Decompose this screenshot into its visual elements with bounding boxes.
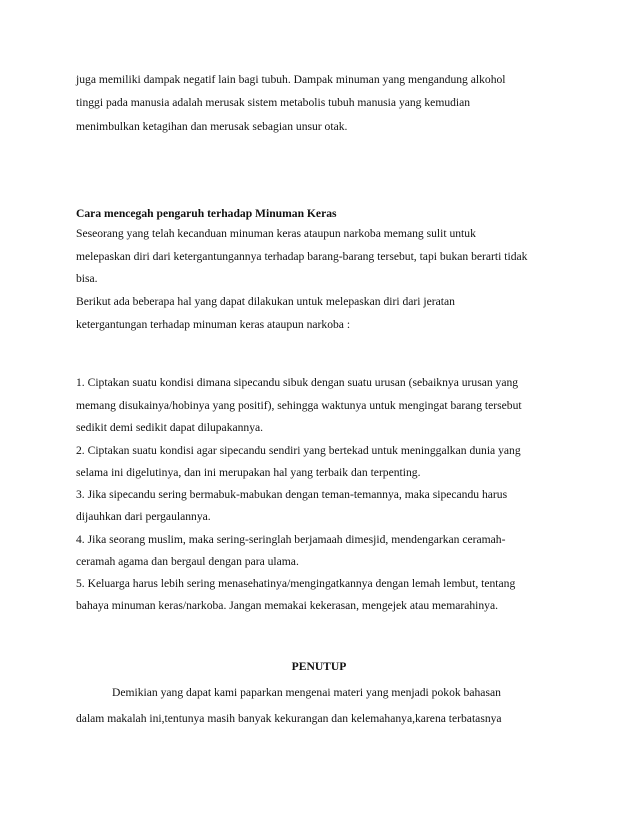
- list-item-line: memang disukainya/hobinya yang positif), sehingga waktunya untuk mengingat barang tersebut: [76, 399, 522, 412]
- intro-line: tinggi pada manusia adalah merusak sistem metabolis tubuh manusia yang kemudian: [76, 96, 471, 109]
- list-item-line: 4. Jika seorang muslim, maka sering-seringlah berjamaah dimesjid, mendengarkan ceramah-: [76, 533, 506, 546]
- closing-heading: PENUTUP: [291, 660, 347, 673]
- list-item-line: 1. Ciptakan suatu kondisi dimana sipecandu sibuk dengan suatu urusan (sebaiknya urusan yang: [76, 376, 519, 389]
- intro-line: juga memiliki dampak negatif lain bagi tubuh. Dampak minuman yang mengandung alkohol: [76, 73, 506, 86]
- section-line: ketergantungan terhadap minuman keras ataupun narkoba :: [76, 318, 351, 331]
- list-item-line: dijauhkan dari pergaulannya.: [76, 510, 211, 523]
- intro-line: menimbulkan ketagihan dan merusak sebagian unsur otak.: [76, 120, 348, 133]
- section-line: Berikut ada beberapa hal yang dapat dilakukan untuk melepaskan diri dari jeratan: [76, 295, 455, 308]
- section-heading: Cara mencegah pengaruh terhadap Minuman Keras: [76, 207, 337, 220]
- section-line: bisa.: [76, 272, 98, 285]
- section-line: melepaskan diri dari ketergantungannya terhadap barang-barang tersebut, tapi bukan berarti tidak: [76, 250, 528, 263]
- list-item-line: sedikit demi sedikit dapat dilupakannya.: [76, 421, 264, 434]
- list-item-line: bahaya minuman keras/narkoba. Jangan memakai kekerasan, mengejek atau memarahinya.: [76, 599, 499, 612]
- list-item-line: 3. Jika sipecandu sering bermabuk-mabukan dengan teman-temannya, maka sipecandu harus: [76, 488, 508, 501]
- list-item-line: selama ini digelutinya, dan ini merupakan hal yang terbaik dan terpenting.: [76, 466, 421, 479]
- closing-line: dalam makalah ini,tentunya masih banyak kekurangan dan kelemahanya,karena terbatasnya: [76, 712, 502, 725]
- list-item-line: 2. Ciptakan suatu kondisi agar sipecandu sendiri yang bertekad untuk meninggalkan dunia yang: [76, 444, 521, 457]
- section-line: Seseorang yang telah kecanduan minuman keras ataupun narkoba memang sulit untuk: [76, 227, 476, 240]
- closing-line: Demikian yang dapat kami paparkan mengenai materi yang menjadi pokok bahasan: [112, 686, 501, 699]
- list-item-line: ceramah agama dan bergaul dengan para ulama.: [76, 555, 299, 568]
- list-item-line: 5. Keluarga harus lebih sering menasehatinya/mengingatkannya dengan lemah lembut, tentang: [76, 577, 516, 590]
